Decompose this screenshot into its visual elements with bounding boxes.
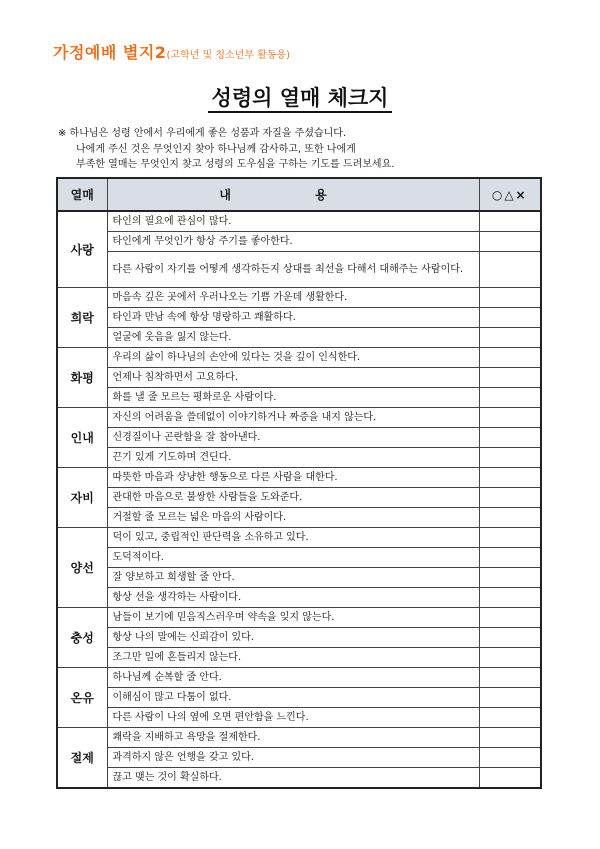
checklist-item: 이해심이 많고 다툼이 없다. <box>107 688 479 708</box>
mark-cell[interactable] <box>479 468 541 488</box>
fruit-category: 사랑 <box>57 211 107 288</box>
mark-cell[interactable] <box>479 608 541 628</box>
mark-cell[interactable] <box>479 348 541 368</box>
fruit-category: 화평 <box>57 348 107 408</box>
mark-cell[interactable] <box>479 508 541 528</box>
header-mark: ○△× <box>479 178 541 211</box>
table-header-row <box>57 178 541 211</box>
checklist-item: 도덕적이다. <box>107 548 479 568</box>
header-content: 내 용 <box>107 178 479 211</box>
table-row <box>57 708 541 728</box>
mark-cell[interactable] <box>479 211 541 232</box>
table-row <box>57 488 541 508</box>
fruit-category: 인내 <box>57 408 107 468</box>
table-row <box>57 548 541 568</box>
page-title <box>0 82 600 112</box>
table-row <box>57 448 541 468</box>
checklist-item: 타인의 필요에 관심이 많다. <box>107 211 479 232</box>
mark-cell[interactable] <box>479 408 541 428</box>
checklist-item: 언제나 침착하면서 고요하다. <box>107 368 479 388</box>
table-row <box>57 648 541 668</box>
checklist-item: 잘 양보하고 희생할 줄 안다. <box>107 568 479 588</box>
worksheet-header <box>53 40 290 63</box>
mark-cell[interactable] <box>479 368 541 388</box>
table-body <box>57 211 541 788</box>
checklist-item: 마음속 깊은 곳에서 우러나오는 기쁨 가운데 생활한다. <box>107 288 479 308</box>
mark-cell[interactable] <box>479 668 541 688</box>
checklist-item: 다른 사람이 나의 옆에 오면 편안함을 느낀다. <box>107 708 479 728</box>
table-row <box>57 688 541 708</box>
mark-cell[interactable] <box>479 488 541 508</box>
table-row <box>57 588 541 608</box>
checklist-table <box>56 177 542 789</box>
fruit-category: 희락 <box>57 288 107 348</box>
checklist-item: 항상 나의 말에는 신뢰감이 있다. <box>107 628 479 648</box>
header-category: 열매 <box>57 178 107 211</box>
checklist-item: 자신의 어려움을 쓸데없이 이야기하거나 짜증을 내지 않는다. <box>107 408 479 428</box>
mark-cell[interactable] <box>479 588 541 608</box>
header-title: 가정예배 별지2 <box>53 43 167 62</box>
mark-cell[interactable] <box>479 448 541 468</box>
checklist-item: 관대한 마음으로 불쌍한 사람들을 도와준다. <box>107 488 479 508</box>
mark-cell[interactable] <box>479 548 541 568</box>
checklist-item: 다른 사람이 자기를 어떻게 생각하든지 상대를 최선을 다해서 대해주는 사람이다. <box>107 252 479 288</box>
table-row <box>57 428 541 448</box>
checklist-item: 항상 선을 생각하는 사람이다. <box>107 588 479 608</box>
intro-line-2: 나에게 주신 것은 무엇인지 찾아 하나님께 감사하고, 또한 나에게 <box>76 143 356 155</box>
checklist-item: 따뜻한 마음과 상냥한 행동으로 다른 사람을 대한다. <box>107 468 479 488</box>
mark-cell[interactable] <box>479 528 541 548</box>
mark-cell[interactable] <box>479 708 541 728</box>
table-row <box>57 728 541 748</box>
mark-cell[interactable] <box>479 232 541 252</box>
mark-cell[interactable] <box>479 288 541 308</box>
table-row <box>57 308 541 328</box>
mark-cell[interactable] <box>479 252 541 288</box>
checklist-item: 하나님께 순복할 줄 안다. <box>107 668 479 688</box>
table-row <box>57 388 541 408</box>
intro-text <box>58 126 394 173</box>
table-row <box>57 528 541 548</box>
checklist-item: 화를 낼 줄 모르는 평화로운 사람이다. <box>107 388 479 408</box>
table-row <box>57 468 541 488</box>
table-row <box>57 508 541 528</box>
checklist-item: 거절할 줄 모르는 넓은 마음의 사람이다. <box>107 508 479 528</box>
table-row <box>57 768 541 789</box>
mark-cell[interactable] <box>479 648 541 668</box>
table-row <box>57 628 541 648</box>
fruit-category: 절제 <box>57 728 107 789</box>
fruit-category: 충성 <box>57 608 107 668</box>
intro-line-3: 부족한 열매는 무엇인지 찾고 성령의 도우심을 구하는 기도를 드려보세요. <box>76 159 395 170</box>
table-row <box>57 568 541 588</box>
table-row <box>57 408 541 428</box>
table-row <box>57 232 541 252</box>
table-row <box>57 328 541 348</box>
fruit-category: 양선 <box>57 528 107 608</box>
checklist-item: 끈기 있게 기도하며 견딘다. <box>107 448 479 468</box>
mark-cell[interactable] <box>479 428 541 448</box>
mark-cell[interactable] <box>479 568 541 588</box>
fruit-category: 자비 <box>57 468 107 528</box>
table-row <box>57 668 541 688</box>
table-row <box>57 211 541 232</box>
fruit-category: 온유 <box>57 668 107 728</box>
mark-cell[interactable] <box>479 628 541 648</box>
checklist-item: 과격하지 않은 언행을 갖고 있다. <box>107 748 479 768</box>
table-row <box>57 748 541 768</box>
checklist-item: 끊고 맺는 것이 확실하다. <box>107 768 479 789</box>
checklist-item: 우리의 삶이 하나님의 손안에 있다는 것을 깊이 인식한다. <box>107 348 479 368</box>
checklist-item: 신경질이나 곤란함을 잘 참아낸다. <box>107 428 479 448</box>
checklist-item: 조그만 일에 흔들리지 않는다. <box>107 648 479 668</box>
table-row <box>57 368 541 388</box>
mark-cell[interactable] <box>479 728 541 748</box>
table-row <box>57 252 541 288</box>
page-title-text: 성령의 열매 체크지 <box>208 86 393 113</box>
table-row <box>57 348 541 368</box>
table-row <box>57 288 541 308</box>
intro-line-1: ※ 하나님은 성령 안에서 우리에게 좋은 성품과 자질을 주셨습니다. <box>58 128 347 139</box>
checklist-item: 타인과 만남 속에 항상 명랑하고 쾌활하다. <box>107 308 479 328</box>
checklist-item: 쾌락을 지배하고 욕망을 절제한다. <box>107 728 479 748</box>
mark-cell[interactable] <box>479 768 541 789</box>
mark-cell[interactable] <box>479 388 541 408</box>
mark-cell[interactable] <box>479 308 541 328</box>
checklist-item: 타인에게 무엇인가 항상 주기를 좋아한다. <box>107 232 479 252</box>
mark-cell[interactable] <box>479 328 541 348</box>
checklist-item: 덕이 있고, 중립적인 판단력을 소유하고 있다. <box>107 528 479 548</box>
mark-cell[interactable] <box>479 748 541 768</box>
header-subtitle: (고학년 및 청소년부 활동용) <box>166 50 291 61</box>
table-row <box>57 608 541 628</box>
checklist-item: 남들이 보기에 믿음직스러우며 약속을 잊지 않는다. <box>107 608 479 628</box>
mark-cell[interactable] <box>479 688 541 708</box>
checklist-item: 얼굴에 웃음을 잃지 않는다. <box>107 328 479 348</box>
